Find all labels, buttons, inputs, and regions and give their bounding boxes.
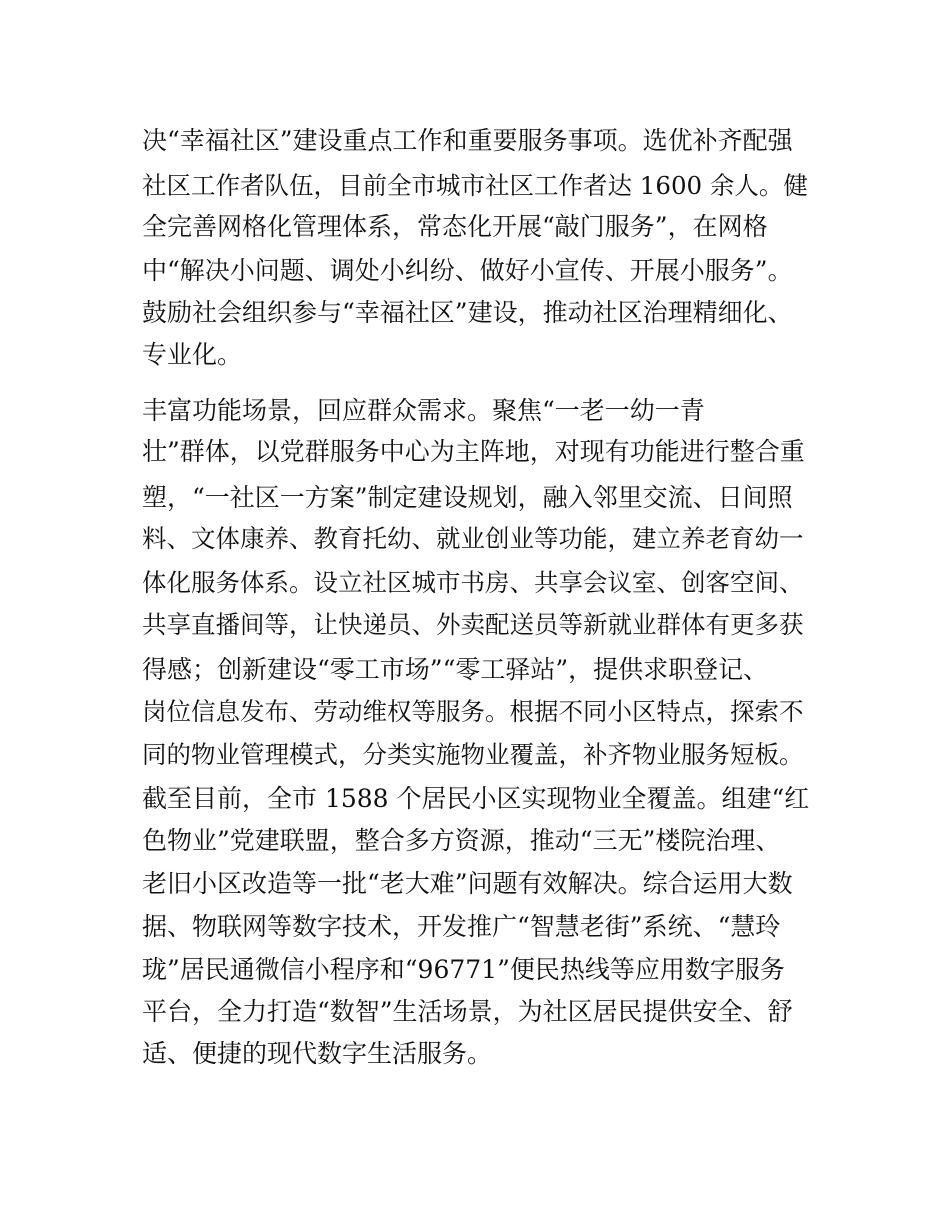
text-line: 塑，“一社区一方案”制定建设规划，融入邻里交流、日间照: [142, 483, 793, 512]
text-line: 据、物联网等数字技术，开发推广“智慧老街”系统、“慧玲: [142, 912, 781, 941]
text-line: 全完善网格化管理体系，常态化开展“敲门服务”，在网格: [142, 212, 768, 241]
text-line: 色物业”党建联盟，整合多方资源，推动“三无”楼院治理、: [142, 826, 781, 855]
text-line: 丰富功能场景，回应群众需求。聚焦“一老一幼一青: [142, 396, 705, 425]
text-line: 珑”居民通微信小程序和“96771”便民热线等应用数字服务: [142, 955, 785, 984]
text-line: 平台，全力打造“数智”生活场景，为社区居民提供安全、舒: [142, 997, 793, 1026]
text-line: 专业化。: [142, 340, 243, 369]
text-line: 体化服务体系。设立社区城市书房、共享会议室、创客空间、: [142, 568, 804, 597]
text-line: 截至目前，全市 1588 个居民小区实现物业全覆盖。组建“红: [142, 784, 810, 813]
text-line: 决“幸福社区”建设重点工作和重要服务事项。选优补齐配强: [142, 126, 793, 155]
text-line: 共享直播间等，让快递员、外卖配送员等新就业群体有更多获: [142, 610, 804, 639]
text-line: 岗位信息发布、劳动维权等服务。根据不同小区特点，探索不: [142, 697, 804, 726]
text-line: 料、文体康养、教育托幼、就业创业等功能，建立养老育幼一: [142, 524, 804, 553]
text-line: 适、便捷的现代数字生活服务。: [142, 1039, 493, 1068]
text-line: 同的物业管理模式，分类实施物业覆盖，补齐物业服务短板。: [142, 740, 804, 769]
text-line: 老旧小区改造等一批“老大难”问题有效解决。综合运用大数: [142, 869, 793, 898]
text-line: 鼓励社会组织参与“幸福社区”建设，推动社区治理精细化、: [142, 298, 793, 327]
text-line: 得感；创新建设“零工市场”“零工驿站”，提供求职登记、: [142, 655, 769, 684]
text-line: 中“解决小问题、调处小纠纷、做好小宣传、开展小服务”。: [142, 256, 793, 285]
text-line: 壮”群体，以党群服务中心为主阵地，对现有功能进行整合重: [142, 437, 805, 466]
text-line: 社区工作者队伍，目前全市城市社区工作者达 1600 余人。健: [142, 171, 808, 200]
